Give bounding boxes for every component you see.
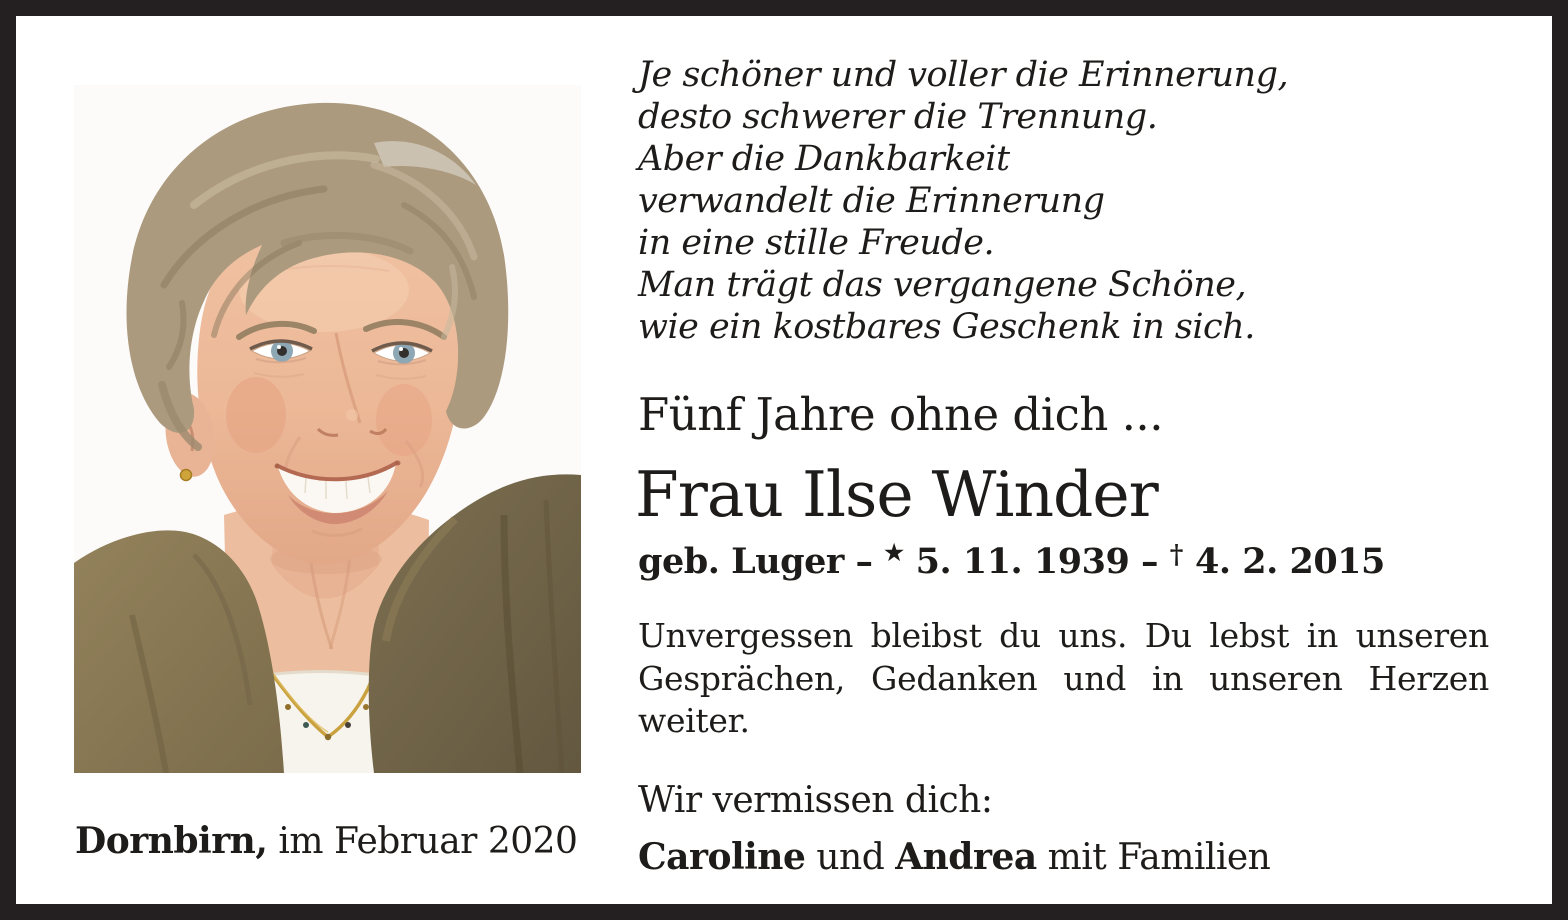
date-text: im Februar 2020	[267, 821, 578, 862]
portrait-illustration	[74, 85, 581, 773]
death-date: 4. 2. 2015	[1183, 541, 1385, 582]
anniversary-line: Fünf Jahre ohne dich ...	[638, 388, 1164, 441]
closing-line: Wir vermissen dich:	[638, 780, 993, 821]
birth-date: 5. 11. 1939	[903, 541, 1130, 582]
poem-line: verwandelt die Erinnerung	[638, 181, 1105, 221]
poem-line: Man trägt das vergangene Schöne,	[638, 265, 1247, 305]
poem-line: wie ein kostbares Geschenk in sich.	[638, 307, 1255, 347]
poem	[638, 54, 1288, 348]
mourners-suffix: mit Familien	[1036, 837, 1271, 878]
mourners-line	[638, 836, 1270, 878]
portrait-photo	[74, 85, 581, 773]
died-dagger-symbol: †	[1169, 540, 1184, 570]
birth-death-line	[638, 540, 1385, 582]
mourner-name: Caroline	[638, 836, 806, 878]
poem-line: Je schöner und voller die Erinnerung,	[638, 55, 1289, 95]
remembrance-line: Unvergessen bleibst du uns. Du lebst in unseren	[638, 616, 1489, 655]
poem-line: desto schwerer die Trennung.	[638, 97, 1158, 137]
mourners-joiner: und	[805, 837, 896, 878]
remembrance-line: weiter.	[638, 701, 750, 740]
separator: –	[843, 541, 885, 582]
place-date-line	[75, 820, 577, 862]
place: Dornbirn,	[75, 820, 268, 862]
maiden-name: geb. Luger	[638, 541, 844, 582]
poem-line: in eine stille Freude.	[638, 223, 995, 263]
mourner-name: Andrea	[895, 836, 1037, 878]
born-star-symbol: ★	[884, 540, 904, 566]
remembrance-text	[638, 615, 1489, 743]
remembrance-line: Gesprächen, Gedanken und in unseren Herzen	[638, 658, 1489, 698]
poem-line: Aber die Dankbarkeit	[638, 139, 1010, 179]
deceased-name: Frau Ilse Winder	[635, 458, 1158, 531]
separator: –	[1129, 541, 1170, 582]
